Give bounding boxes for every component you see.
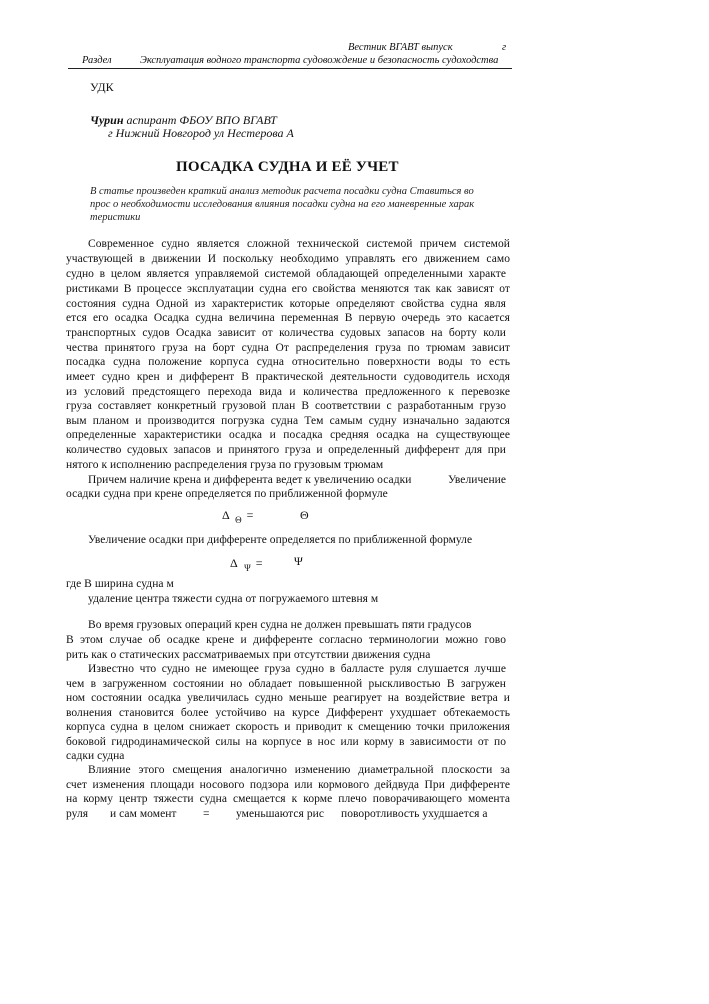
body-line: определенные характеристики осадка и посадка средняя осадка на существующее [66,429,510,441]
body-line: Влияние этого смещения аналогично изменению диаметральной плоскости за [88,764,510,776]
body-line-word: = [203,808,210,820]
body-line: из условий предстоящего перехода вида и количества предложенного к перевозке [66,386,510,398]
body-line: нятого к исполнению распределения груза по грузовым трюмам [66,459,384,471]
body-line: счет изменения площади носового подзора или кормового дейдвуда При дифференте [66,779,510,791]
body-line: Во время грузовых операций крен судна не должен превышать пяти градусов [88,619,472,631]
body-line: на корму центр тяжести судна смещается к корме плечо поворачивающего момента [66,793,510,805]
body-line: транспортных судов Осадка зависит от количества судовых запасов на борту коли [66,327,506,339]
body-line: ется его осадка Осадка судна величина переменная В первую очередь это касается [66,312,510,324]
body-line: Увеличение осадки при дифференте определяется по приближенной формуле [88,534,473,546]
section-title: Эксплуатация водного транспорта судовождение и безопасность судоходства [140,55,499,66]
psi-variable: Ψ [294,554,303,568]
body-line: участвующей в движении И поскольку необходимо управлять его движением само [66,253,510,265]
body-line: рить как о статических рассматриваемых при отсутствии движения судна [66,649,431,661]
body-line: количество судовых запасов и принятого груза и определенный дифферент для при [66,444,506,456]
body-line: Причем наличие крена и дифферента ведет к увеличению осадки [88,474,412,486]
equals-sign: = [246,508,254,522]
journal-name: Вестник ВГАВТ выпуск [348,42,453,53]
theta-subscript: Θ [235,515,242,525]
body-line: волнения становится более устойчиво на курсе Дифферент ухудшает обтекаемость [66,707,510,719]
journal-issue: г [502,42,507,53]
formula-trim [230,556,262,571]
body-line: посадка судна положение корпуса судна относительно поверхности воды то есть [66,356,510,368]
body-line: В этом случае об осадке крене и дифференте согласно терминологии можно гово [66,634,506,646]
body-line: имеет судно крен и дифферент В практической деятельности судоводитель исходя [66,371,510,383]
body-line-word: и сам момент [110,808,177,820]
body-line: боковой гидродинамической силы на корпусе в нос или корму в зависимости от по [66,736,506,748]
udk-label: УДК [90,80,114,94]
theta-variable: Θ [300,508,309,522]
body-line: осадки судна при крене определяется по приближенной формуле [66,488,388,500]
body-line: Современное судно является сложной технической системой причем системой [88,238,510,250]
paper-title: ПОСАДКА СУДНА И ЕЁ УЧЕТ [176,159,399,175]
abstract-line: теристики [90,212,141,223]
psi-subscript: Ψ [244,563,251,573]
body-line: чества принятого груза на борт судна От распределения груза по трюмам зависит [66,342,510,354]
abstract-line: прос о необходимости исследования влияния посадки судна на его маневренные харак [90,199,475,210]
body-line: вым планом и производится погрузка судна Тем самым судну изначально задаются [66,415,510,427]
body-line: ристиками В процессе эксплуатации судна его свойства меняются так как зависят от [66,283,510,295]
where-line: где В ширина судна м [66,578,174,590]
delta-symbol: Δ [230,556,238,570]
body-line: ном состоянии осадка увеличилась судно меньше реагирует на воздействие ветра и [66,692,510,704]
delta-symbol: Δ [222,508,230,522]
where-line: удаление центра тяжести судна от погружаемого штевня м [88,593,379,605]
body-line: состояния судна Одной из характеристик которые определяют свойства судна явля [66,298,506,310]
equals-sign: = [255,556,263,570]
body-line: чем в загруженном состоянии но обладает повышенной рыскливостью В загружен [66,678,506,690]
body-line-word: уменьшаются рис [236,808,324,820]
author-position: аспирант ФБОУ ВПО ВГАВТ [126,113,277,127]
body-line: садки судна [66,750,125,762]
header-rule [68,68,512,69]
body-line-word: руля [66,808,89,820]
formula-heel [222,508,253,523]
body-line: судно в целом является управляемой системой обладающей определенными характе [66,268,506,280]
body-line: Известно что судно не имеющее груза судно в балласте руля слушается лучше [88,663,506,675]
section-label: Раздел [82,55,112,66]
abstract-line: В статье произведен краткий анализ методик расчета посадки судна Ставиться во [90,186,474,197]
author-name: Чурин [90,113,124,127]
body-line: Увеличение [448,474,507,486]
body-line-word: поворотливость ухудшается а [341,808,488,820]
body-line: груза составляет конкретный грузовой план В соответствии с разработанным грузо [66,400,506,412]
author-address: г Нижний Новгород ул Нестерова А [108,126,294,140]
body-line: корпуса судна в целом снижает скорость и приводит к смещению точки приложения [66,721,510,733]
